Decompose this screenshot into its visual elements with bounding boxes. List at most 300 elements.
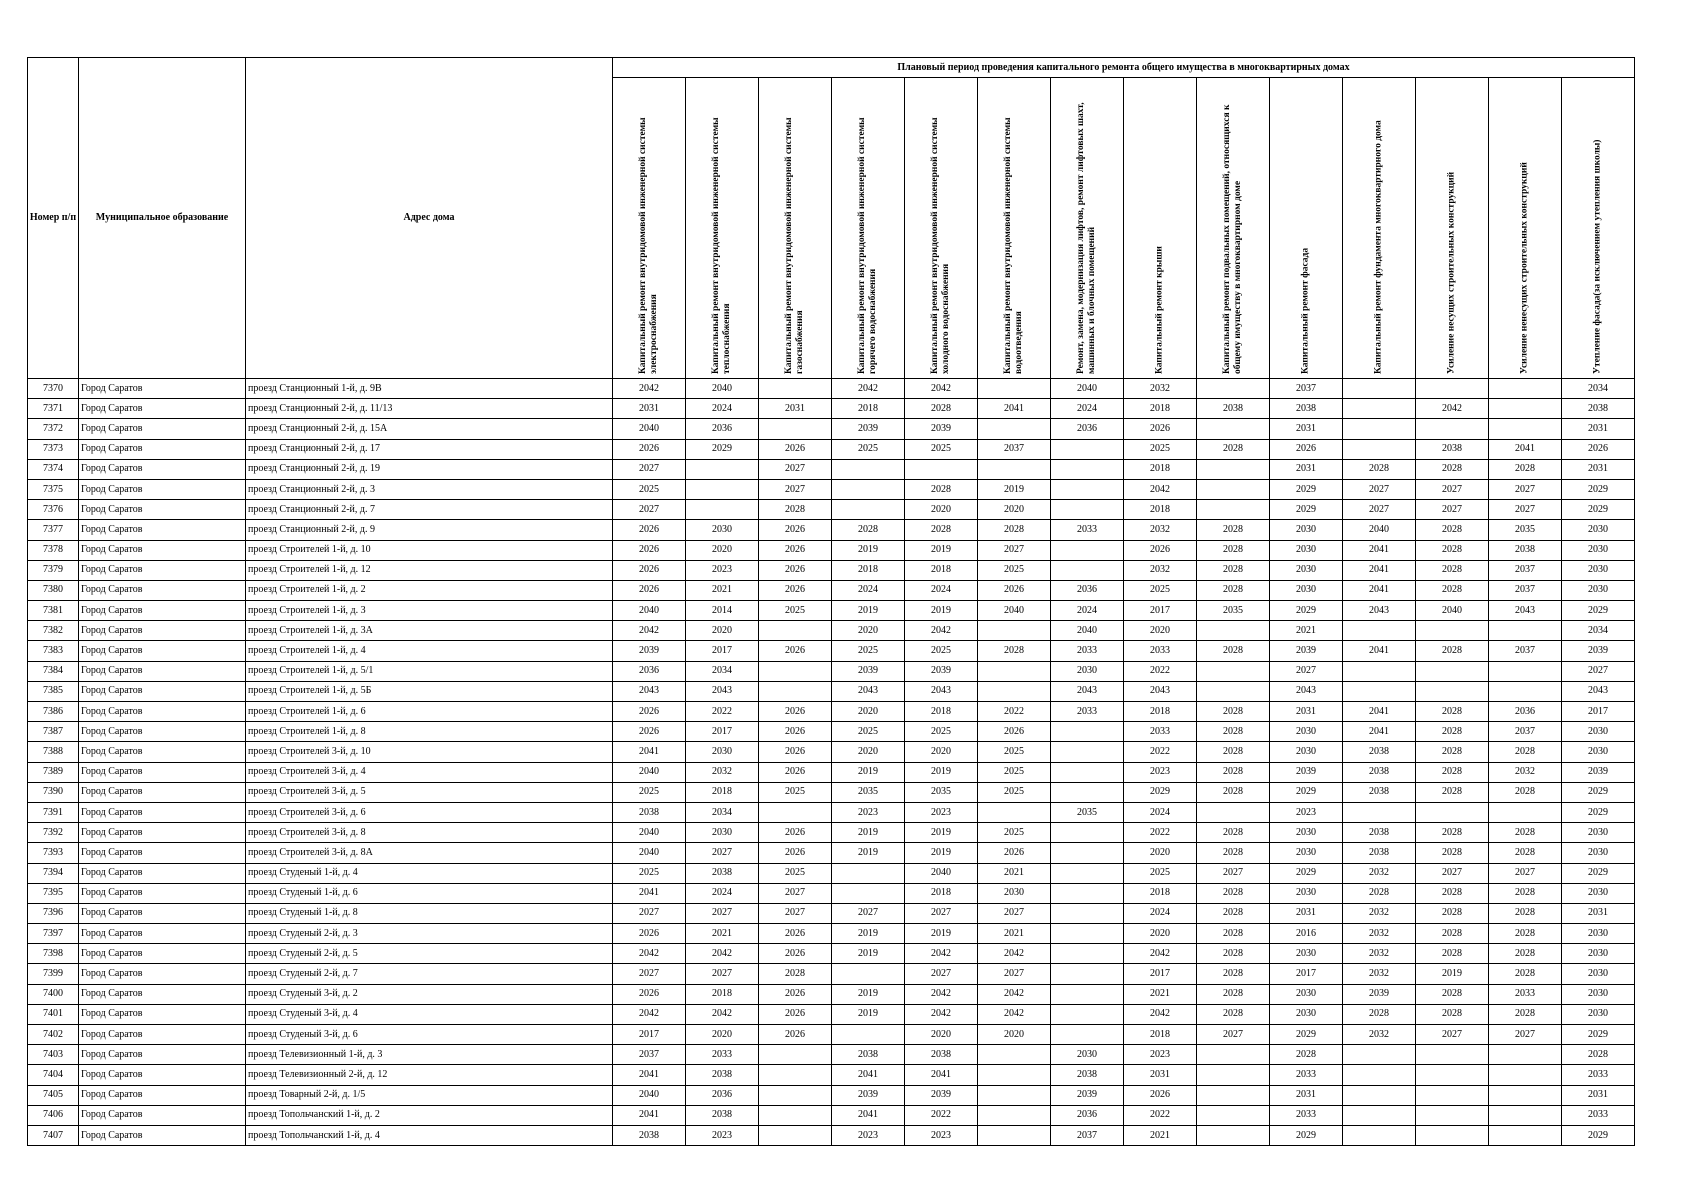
year-cell: 2043	[905, 681, 978, 701]
year-cell: 2040	[613, 419, 686, 439]
year-cell: 2024	[1051, 601, 1124, 621]
year-cell	[1416, 1085, 1489, 1105]
municipality-cell: Город Саратов	[79, 924, 246, 944]
address-cell: проезд Товарный 2-й, д. 1/5	[246, 1085, 613, 1105]
table-row	[28, 984, 1635, 1004]
year-cell: 2043	[832, 681, 905, 701]
year-cell	[1197, 500, 1270, 520]
row-number-cell: 7375	[28, 479, 79, 499]
year-cell: 2039	[832, 1085, 905, 1105]
year-cell: 2018	[832, 560, 905, 580]
table-row	[28, 520, 1635, 540]
address-cell: проезд Станционный 2-й, д. 3	[246, 479, 613, 499]
year-cell: 2042	[978, 984, 1051, 1004]
address-cell: проезд Строителей 1-й, д. 2	[246, 580, 613, 600]
municipality-cell: Город Саратов	[79, 439, 246, 459]
year-cell: 2029	[1270, 1125, 1343, 1145]
year-cell: 2038	[1562, 399, 1635, 419]
year-cell	[1051, 1004, 1124, 1024]
year-cell: 2027	[613, 964, 686, 984]
year-cell: 2028	[1416, 722, 1489, 742]
year-cell: 2030	[1270, 722, 1343, 742]
year-cell: 2038	[1343, 843, 1416, 863]
year-cell: 2027	[1416, 1025, 1489, 1045]
year-cell: 2030	[1270, 883, 1343, 903]
table-row	[28, 379, 1635, 399]
year-cell: 2033	[1051, 520, 1124, 540]
year-cell: 2031	[1270, 419, 1343, 439]
year-cell: 2042	[1124, 479, 1197, 499]
year-cell: 2030	[1562, 560, 1635, 580]
municipality-cell: Город Саратов	[79, 722, 246, 742]
year-cell: 2040	[978, 601, 1051, 621]
municipality-cell: Город Саратов	[79, 1105, 246, 1125]
year-cell: 2042	[978, 944, 1051, 964]
year-cell	[1051, 863, 1124, 883]
year-cell	[759, 1105, 832, 1125]
year-cell: 2024	[686, 883, 759, 903]
table-row	[28, 964, 1635, 984]
year-cell: 2028	[1416, 1004, 1489, 1024]
year-cell	[1489, 661, 1562, 681]
year-cell: 2043	[686, 681, 759, 701]
address-cell: проезд Студеный 2-й, д. 7	[246, 964, 613, 984]
year-cell: 2028	[832, 520, 905, 540]
year-cell: 2042	[832, 379, 905, 399]
year-cell: 2030	[1562, 742, 1635, 762]
year-cell: 2019	[905, 924, 978, 944]
year-cell: 2026	[759, 540, 832, 560]
year-cell	[832, 964, 905, 984]
year-cell: 2024	[1051, 399, 1124, 419]
year-cell: 2039	[1343, 984, 1416, 1004]
year-cell	[1489, 379, 1562, 399]
year-cell: 2033	[1562, 1105, 1635, 1125]
year-cell: 2038	[686, 1065, 759, 1085]
year-cell: 2028	[1416, 762, 1489, 782]
municipality-cell: Город Саратов	[79, 702, 246, 722]
year-cell: 2041	[1343, 560, 1416, 580]
year-cell: 2032	[1343, 964, 1416, 984]
year-cell: 2026	[978, 843, 1051, 863]
year-cell: 2030	[686, 823, 759, 843]
year-cell: 2037	[1489, 722, 1562, 742]
year-cell: 2019	[832, 944, 905, 964]
municipality-cell: Город Саратов	[79, 621, 246, 641]
year-cell: 2025	[978, 742, 1051, 762]
row-number-cell: 7405	[28, 1085, 79, 1105]
year-cell: 2030	[978, 883, 1051, 903]
address-cell: проезд Строителей 3-й, д. 6	[246, 802, 613, 822]
year-cell: 2026	[978, 580, 1051, 600]
year-cell: 2029	[1562, 479, 1635, 499]
row-number-cell: 7403	[28, 1045, 79, 1065]
year-cell: 2027	[1197, 863, 1270, 883]
year-cell: 2029	[1270, 1025, 1343, 1045]
year-cell: 2024	[1124, 903, 1197, 923]
year-cell: 2043	[1051, 681, 1124, 701]
row-number-cell: 7393	[28, 843, 79, 863]
row-number-cell: 7379	[28, 560, 79, 580]
year-cell: 2029	[1562, 601, 1635, 621]
year-cell: 2019	[832, 1004, 905, 1024]
year-cell: 2028	[1489, 964, 1562, 984]
year-cell	[1416, 802, 1489, 822]
year-cell: 2025	[1124, 439, 1197, 459]
header-address: Адрес дома	[246, 58, 613, 379]
year-cell	[1197, 1085, 1270, 1105]
year-cell: 2030	[1051, 1045, 1124, 1065]
year-cell: 2020	[905, 500, 978, 520]
year-cell: 2041	[1343, 702, 1416, 722]
year-cell: 2028	[1489, 823, 1562, 843]
year-cell: 2042	[613, 379, 686, 399]
year-cell: 2041	[613, 883, 686, 903]
year-cell: 2027	[978, 964, 1051, 984]
year-cell: 2017	[1124, 601, 1197, 621]
row-number-cell: 7407	[28, 1125, 79, 1145]
year-cell: 2025	[613, 863, 686, 883]
header-work-type	[1124, 78, 1197, 379]
year-cell: 2038	[832, 1045, 905, 1065]
municipality-cell: Город Саратов	[79, 601, 246, 621]
year-cell	[1051, 823, 1124, 843]
table-row	[28, 762, 1635, 782]
header-work-type-label: Усиление ненесущих строительных конструкций	[1519, 162, 1530, 374]
year-cell: 2037	[1489, 641, 1562, 661]
header-work-type-label: Капитальный ремонт внутридомовой инженерной системы газоснабжения	[784, 117, 805, 374]
year-cell	[759, 1045, 832, 1065]
address-cell: проезд Студеный 2-й, д. 5	[246, 944, 613, 964]
year-cell: 2028	[1416, 580, 1489, 600]
row-number-cell: 7377	[28, 520, 79, 540]
table-row	[28, 560, 1635, 580]
year-cell: 2041	[1343, 641, 1416, 661]
year-cell	[1343, 439, 1416, 459]
row-number-cell: 7387	[28, 722, 79, 742]
year-cell: 2038	[613, 802, 686, 822]
year-cell	[1343, 802, 1416, 822]
year-cell: 2018	[1124, 702, 1197, 722]
municipality-cell: Город Саратов	[79, 419, 246, 439]
year-cell: 2027	[613, 903, 686, 923]
year-cell: 2040	[686, 379, 759, 399]
municipality-cell: Город Саратов	[79, 863, 246, 883]
year-cell	[1197, 661, 1270, 681]
year-cell: 2028	[1197, 520, 1270, 540]
year-cell: 2032	[686, 762, 759, 782]
year-cell: 2032	[1343, 863, 1416, 883]
address-cell: проезд Станционный 2-й, д. 11/13	[246, 399, 613, 419]
header-work-type	[686, 78, 759, 379]
table-row	[28, 863, 1635, 883]
year-cell: 2027	[759, 479, 832, 499]
year-cell: 2028	[759, 500, 832, 520]
year-cell: 2028	[1489, 903, 1562, 923]
municipality-cell: Город Саратов	[79, 762, 246, 782]
year-cell	[759, 621, 832, 641]
year-cell: 2028	[905, 479, 978, 499]
year-cell: 2040	[613, 601, 686, 621]
row-number-cell: 7372	[28, 419, 79, 439]
year-cell: 2028	[1197, 782, 1270, 802]
municipality-cell: Город Саратов	[79, 1085, 246, 1105]
year-cell: 2028	[1489, 843, 1562, 863]
header-work-type	[905, 78, 978, 379]
year-cell: 2042	[1124, 944, 1197, 964]
year-cell: 2026	[613, 580, 686, 600]
year-cell: 2040	[613, 823, 686, 843]
year-cell	[832, 479, 905, 499]
year-cell: 2020	[832, 742, 905, 762]
year-cell: 2020	[686, 1025, 759, 1045]
year-cell	[1197, 459, 1270, 479]
year-cell: 2023	[1124, 1045, 1197, 1065]
year-cell: 2041	[1343, 722, 1416, 742]
year-cell	[1343, 419, 1416, 439]
year-cell: 2039	[832, 419, 905, 439]
year-cell: 2031	[1124, 1065, 1197, 1085]
table-row	[28, 742, 1635, 762]
municipality-cell: Город Саратов	[79, 964, 246, 984]
year-cell: 2025	[905, 439, 978, 459]
row-number-cell: 7399	[28, 964, 79, 984]
year-cell: 2020	[905, 742, 978, 762]
year-cell: 2020	[978, 500, 1051, 520]
year-cell: 2030	[1562, 984, 1635, 1004]
year-cell: 2033	[1489, 984, 1562, 1004]
year-cell	[978, 379, 1051, 399]
year-cell: 2028	[1197, 944, 1270, 964]
year-cell: 2032	[1124, 379, 1197, 399]
year-cell: 2023	[686, 560, 759, 580]
row-number-cell: 7395	[28, 883, 79, 903]
year-cell: 2026	[759, 520, 832, 540]
year-cell: 2038	[1343, 762, 1416, 782]
address-cell: проезд Станционный 2-й, д. 19	[246, 459, 613, 479]
year-cell: 2041	[832, 1105, 905, 1125]
year-cell: 2030	[1051, 661, 1124, 681]
year-cell: 2030	[686, 520, 759, 540]
table-row	[28, 944, 1635, 964]
year-cell: 2040	[613, 762, 686, 782]
year-cell	[978, 1125, 1051, 1145]
header-work-type	[832, 78, 905, 379]
year-cell: 2020	[905, 1025, 978, 1045]
year-cell	[1051, 742, 1124, 762]
year-cell: 2028	[1416, 702, 1489, 722]
year-cell	[1489, 1085, 1562, 1105]
year-cell: 2026	[1124, 1085, 1197, 1105]
year-cell: 2022	[1124, 1105, 1197, 1125]
year-cell: 2025	[978, 782, 1051, 802]
year-cell: 2032	[1124, 560, 1197, 580]
year-cell: 2028	[1416, 924, 1489, 944]
year-cell: 2035	[1197, 601, 1270, 621]
year-cell: 2027	[686, 903, 759, 923]
year-cell	[1489, 399, 1562, 419]
table-row	[28, 1004, 1635, 1024]
year-cell: 2028	[1197, 883, 1270, 903]
year-cell: 2030	[1562, 520, 1635, 540]
year-cell: 2032	[1343, 944, 1416, 964]
year-cell: 2030	[1270, 1004, 1343, 1024]
year-cell: 2029	[1270, 863, 1343, 883]
row-number-cell: 7374	[28, 459, 79, 479]
header-work-type	[1197, 78, 1270, 379]
year-cell: 2021	[978, 924, 1051, 944]
year-cell: 2033	[1124, 641, 1197, 661]
year-cell: 2026	[613, 722, 686, 742]
table-row	[28, 1045, 1635, 1065]
year-cell: 2028	[1416, 823, 1489, 843]
year-cell: 2024	[832, 580, 905, 600]
address-cell: проезд Станционный 2-й, д. 9	[246, 520, 613, 540]
year-cell: 2027	[613, 459, 686, 479]
year-cell: 2027	[905, 964, 978, 984]
row-number-cell: 7376	[28, 500, 79, 520]
year-cell: 2019	[832, 601, 905, 621]
municipality-cell: Город Саратов	[79, 681, 246, 701]
address-cell: проезд Топольчанский 1-й, д. 2	[246, 1105, 613, 1125]
year-cell	[686, 459, 759, 479]
year-cell: 2029	[1270, 782, 1343, 802]
year-cell: 2028	[1197, 742, 1270, 762]
year-cell: 2031	[1562, 419, 1635, 439]
year-cell: 2041	[1343, 580, 1416, 600]
year-cell: 2020	[832, 702, 905, 722]
year-cell	[759, 802, 832, 822]
year-cell: 2026	[613, 984, 686, 1004]
year-cell: 2020	[832, 621, 905, 641]
year-cell: 2038	[1343, 782, 1416, 802]
year-cell: 2023	[1124, 762, 1197, 782]
year-cell: 2027	[686, 843, 759, 863]
year-cell: 2026	[759, 580, 832, 600]
year-cell	[1416, 681, 1489, 701]
year-cell: 2038	[1051, 1065, 1124, 1085]
year-cell: 2019	[905, 762, 978, 782]
year-cell: 2035	[905, 782, 978, 802]
year-cell: 2028	[1197, 641, 1270, 661]
year-cell: 2030	[1562, 1004, 1635, 1024]
row-number-cell: 7392	[28, 823, 79, 843]
year-cell: 2030	[1270, 944, 1343, 964]
year-cell: 2023	[832, 802, 905, 822]
year-cell	[1051, 439, 1124, 459]
row-number-cell: 7378	[28, 540, 79, 560]
address-cell: проезд Студеный 1-й, д. 6	[246, 883, 613, 903]
table-row	[28, 722, 1635, 742]
year-cell: 2029	[1562, 1125, 1635, 1145]
header-work-type-label: Капитальный ремонт внутридомовой инженерной системы холодного водоснабжения	[930, 117, 951, 374]
year-cell: 2029	[1562, 782, 1635, 802]
year-cell: 2039	[1562, 762, 1635, 782]
header-work-type-label: Капитальный ремонт внутридомовой инженерной системы горячего водоснабжения	[857, 117, 878, 374]
header-work-type	[1270, 78, 1343, 379]
year-cell: 2019	[978, 479, 1051, 499]
year-cell: 2028	[1197, 823, 1270, 843]
year-cell: 2029	[1562, 1025, 1635, 1045]
year-cell: 2032	[1489, 762, 1562, 782]
year-cell	[1051, 459, 1124, 479]
year-cell: 2025	[978, 560, 1051, 580]
year-cell: 2018	[1124, 459, 1197, 479]
header-work-type-label: Капитальный ремонт подвальных помещений, относящихся к общему имуществу в многоквартирном доме	[1222, 104, 1243, 374]
header-work-type-label: Капитальный ремонт внутридомовой инженерной системы водоотведения	[1003, 117, 1024, 374]
year-cell: 2019	[832, 823, 905, 843]
year-cell: 2026	[759, 641, 832, 661]
year-cell: 2028	[1489, 883, 1562, 903]
municipality-cell: Город Саратов	[79, 459, 246, 479]
municipality-cell: Город Саратов	[79, 479, 246, 499]
year-cell: 2026	[759, 924, 832, 944]
row-number-cell: 7402	[28, 1025, 79, 1045]
year-cell: 2018	[905, 883, 978, 903]
year-cell: 2026	[1562, 439, 1635, 459]
year-cell: 2026	[759, 1025, 832, 1045]
year-cell: 2028	[1343, 883, 1416, 903]
year-cell	[1051, 479, 1124, 499]
row-number-cell: 7385	[28, 681, 79, 701]
year-cell	[1051, 924, 1124, 944]
row-number-cell: 7390	[28, 782, 79, 802]
year-cell	[759, 379, 832, 399]
year-cell: 2017	[686, 641, 759, 661]
year-cell: 2030	[1562, 540, 1635, 560]
year-cell: 2017	[1124, 964, 1197, 984]
year-cell: 2027	[759, 459, 832, 479]
header-work-type	[613, 78, 686, 379]
municipality-cell: Город Саратов	[79, 823, 246, 843]
year-cell: 2041	[1343, 540, 1416, 560]
year-cell	[686, 500, 759, 520]
year-cell: 2030	[1270, 560, 1343, 580]
year-cell: 2042	[905, 379, 978, 399]
year-cell	[832, 459, 905, 479]
year-cell	[1051, 722, 1124, 742]
address-cell: проезд Строителей 1-й, д. 12	[246, 560, 613, 580]
year-cell: 2042	[905, 944, 978, 964]
year-cell	[1343, 1045, 1416, 1065]
year-cell	[1197, 681, 1270, 701]
year-cell: 2027	[759, 883, 832, 903]
table-row	[28, 641, 1635, 661]
year-cell: 2020	[1124, 621, 1197, 641]
municipality-cell: Город Саратов	[79, 742, 246, 762]
year-cell	[832, 863, 905, 883]
year-cell: 2019	[832, 843, 905, 863]
year-cell: 2028	[1416, 560, 1489, 580]
year-cell: 2028	[978, 641, 1051, 661]
year-cell: 2032	[1343, 1025, 1416, 1045]
year-cell: 2029	[686, 439, 759, 459]
year-cell	[1343, 379, 1416, 399]
address-cell: проезд Строителей 3-й, д. 10	[246, 742, 613, 762]
table-row	[28, 419, 1635, 439]
year-cell: 2030	[1562, 944, 1635, 964]
year-cell: 2028	[1416, 520, 1489, 540]
year-cell	[1416, 379, 1489, 399]
address-cell: проезд Строителей 1-й, д. 3А	[246, 621, 613, 641]
address-cell: проезд Строителей 1-й, д. 5Б	[246, 681, 613, 701]
year-cell	[832, 1025, 905, 1045]
address-cell: проезд Строителей 3-й, д. 5	[246, 782, 613, 802]
header-municipality: Муниципальное образование	[79, 58, 246, 379]
year-cell: 2031	[1270, 702, 1343, 722]
year-cell: 2028	[1489, 459, 1562, 479]
year-cell	[1489, 419, 1562, 439]
